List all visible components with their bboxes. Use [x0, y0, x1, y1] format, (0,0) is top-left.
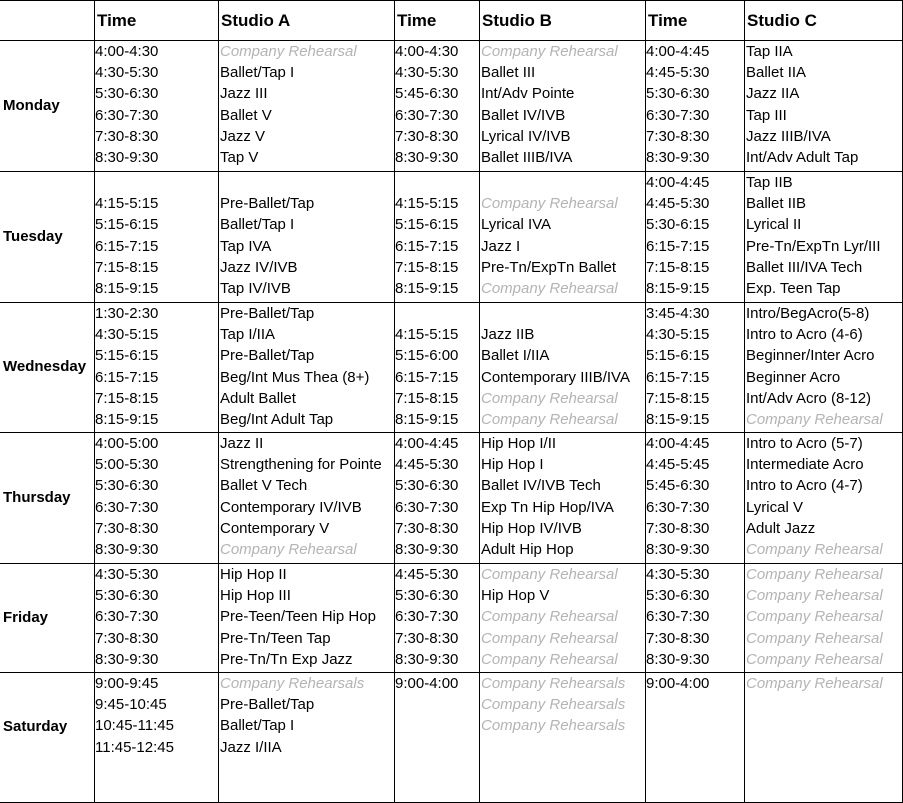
company-rehearsal-label: Company Rehearsal [746, 566, 883, 583]
class-time: 8:30-9:30 [395, 541, 459, 558]
company-rehearsal-label: Company Rehearsal [481, 629, 618, 647]
class-name: Exp. Teen Tap [746, 280, 841, 297]
header-time: Time [397, 11, 437, 30]
company-rehearsal-label: Company Rehearsal [746, 629, 883, 647]
header-studio-c: Studio C [747, 11, 817, 30]
class-name: Ballet V Tech [220, 477, 308, 495]
class-name: Pre-Teen/Teen Hip Hop [220, 608, 376, 626]
company-rehearsal-label: Company Rehearsals [481, 675, 626, 692]
day-label-saturday: Saturday [3, 718, 68, 735]
class-time: 6:15-7:15 [95, 237, 159, 255]
class-name: Lyrical IV/IVB [481, 127, 571, 145]
class-name: Jazz III [220, 85, 268, 103]
class-time: 7:15-8:15 [95, 258, 159, 276]
class-time: 4:15-5:15 [95, 195, 159, 213]
class-time: 6:30-7:30 [646, 608, 710, 626]
class-time: 7:15-8:15 [395, 389, 459, 407]
class-name: Lyrical V [746, 498, 803, 516]
class-name: Pre-Tn/ExpTn Ballet [481, 258, 617, 276]
class-time: 8:15-9:15 [395, 411, 459, 428]
class-time: 8:15-9:15 [95, 280, 159, 297]
class-time: 4:15-5:15 [395, 326, 459, 344]
class-time: 6:15-7:15 [395, 237, 459, 255]
class-name: Intro/BegAcro(5-8) [746, 305, 870, 322]
class-time: 4:00-4:45 [646, 43, 710, 60]
class-name: Int/Adv Pointe [481, 85, 575, 103]
class-name: Jazz IV/IVB [220, 258, 298, 276]
class-name: Tap IIB [746, 174, 793, 191]
class-time: 7:15-8:15 [95, 389, 159, 407]
class-name: Tap IVA [220, 237, 272, 255]
class-time: 6:15-7:15 [395, 368, 459, 386]
class-name: Ballet V [220, 106, 272, 124]
header-studio-b: Studio B [482, 11, 552, 30]
class-time: 6:30-7:30 [646, 106, 710, 124]
class-time: 5:30-6:30 [95, 477, 159, 495]
class-time: 1:30-2:30 [95, 305, 159, 322]
class-time: 6:30-7:30 [95, 608, 159, 626]
class-time: 6:30-7:30 [95, 106, 159, 124]
class-name: Intro to Acro (4-6) [746, 326, 863, 344]
class-name: Tap IV/IVB [220, 280, 291, 297]
class-time: 4:00-4:45 [395, 435, 459, 452]
class-time: 3:45-4:30 [646, 305, 710, 322]
company-rehearsal-label: Company Rehearsal [481, 389, 618, 407]
class-name: Ballet/Tap I [220, 717, 295, 735]
column-divider [744, 0, 745, 803]
class-name: Contemporary V [220, 519, 330, 537]
class-name: Tap V [220, 149, 259, 166]
class-name: Contemporary IIIB/IVA [481, 368, 630, 386]
class-time: 5:15-6:15 [395, 216, 459, 234]
class-time: 4:45-5:30 [395, 566, 459, 583]
company-rehearsal-label: Company Rehearsal [746, 587, 883, 605]
class-time: 5:30-6:30 [395, 477, 459, 495]
company-rehearsal-label: Company Rehearsals [481, 696, 626, 714]
class-name: Jazz V [220, 127, 266, 145]
class-time: 8:30-9:30 [95, 149, 159, 166]
class-time: 8:15-9:15 [395, 280, 459, 297]
class-name: Pre-Tn/Teen Tap [220, 629, 331, 647]
class-name: Ballet III [481, 64, 536, 82]
company-rehearsal-label: Company Rehearsal [746, 650, 883, 668]
class-name: Ballet IIA [746, 64, 807, 82]
header-time: Time [97, 11, 137, 30]
class-name: Adult Hip Hop [481, 541, 574, 558]
class-time: 7:15-8:15 [395, 258, 459, 276]
class-name: Pre-Tn/ExpTn Lyr/III [746, 237, 881, 255]
class-time: 8:30-9:30 [646, 650, 710, 668]
class-time: 5:30-6:30 [646, 587, 710, 605]
class-time: 4:00-4:45 [646, 435, 710, 452]
class-name: Intermediate Acro [746, 456, 864, 474]
class-time: 4:45-5:30 [646, 64, 710, 82]
class-name: Ballet III/IVA Tech [746, 258, 863, 276]
class-time: 8:15-9:15 [646, 411, 710, 428]
day-label-friday: Friday [3, 608, 49, 626]
class-time: 6:15-7:15 [646, 237, 710, 255]
class-time: 7:15-8:15 [646, 258, 710, 276]
class-time: 4:45-5:30 [646, 195, 710, 213]
class-name: Pre-Ballet/Tap [220, 195, 315, 213]
class-time: 5:15-6:15 [646, 347, 710, 365]
class-name: Intro to Acro (5-7) [746, 435, 863, 452]
class-time: 4:15-5:15 [395, 195, 459, 213]
class-name: Strengthening for Pointe [220, 456, 382, 474]
class-time: 6:30-7:30 [395, 106, 459, 124]
class-time: 8:30-9:30 [95, 650, 159, 668]
class-name: Ballet IV/IVB [481, 106, 566, 124]
class-name: Hip Hop V [481, 587, 550, 605]
company-rehearsal-label: Company Rehearsals [481, 717, 626, 735]
class-time: 8:30-9:30 [395, 650, 459, 668]
class-name: Hip Hop I/II [481, 435, 557, 452]
class-time: 7:30-8:30 [646, 127, 710, 145]
class-name: Intro to Acro (4-7) [746, 477, 863, 495]
company-rehearsal-label: Company Rehearsal [746, 541, 883, 558]
header-studio-a: Studio A [221, 11, 291, 30]
class-name: Jazz I/IIA [220, 738, 282, 756]
company-rehearsal-label: Company Rehearsal [481, 411, 618, 428]
class-name: Beg/Int Adult Tap [220, 411, 334, 428]
company-rehearsal-label: Company Rehearsal [481, 280, 618, 297]
class-name: Pre-Ballet/Tap [220, 696, 315, 714]
class-time: 8:30-9:30 [646, 541, 710, 558]
class-name: Ballet IIIB/IVA [481, 149, 573, 166]
class-name: Jazz II [220, 435, 264, 452]
class-time: 6:30-7:30 [646, 498, 710, 516]
class-time: 6:15-7:15 [95, 368, 159, 386]
company-rehearsal-label: Company Rehearsal [220, 43, 357, 60]
class-time: 7:30-8:30 [95, 519, 159, 537]
class-time: 5:45-6:30 [395, 85, 459, 103]
class-name: Hip Hop IV/IVB [481, 519, 582, 537]
class-time: 7:30-8:30 [95, 629, 159, 647]
class-time: 5:30-6:30 [95, 85, 159, 103]
class-time: 6:30-7:30 [395, 498, 459, 516]
class-name: Jazz IIB [481, 326, 535, 344]
class-name: Jazz IIIB/IVA [746, 127, 831, 145]
company-rehearsal-label: Company Rehearsal [746, 608, 883, 626]
class-name: Ballet I/IIA [481, 347, 550, 365]
company-rehearsal-label: Company Rehearsal [481, 43, 618, 60]
class-name: Hip Hop II [220, 566, 287, 583]
class-time: 7:30-8:30 [646, 629, 710, 647]
class-time: 8:30-9:30 [646, 149, 710, 166]
class-time: 7:15-8:15 [646, 389, 710, 407]
class-name: Jazz I [481, 237, 521, 255]
class-time: 9:00-4:00 [395, 675, 459, 692]
class-time: 8:15-9:15 [646, 280, 710, 297]
class-time: 8:30-9:30 [95, 541, 159, 558]
class-time: 9:00-4:00 [646, 675, 710, 692]
class-name: Pre-Ballet/Tap [220, 305, 315, 322]
class-name: Lyrical II [746, 216, 802, 234]
class-time: 6:30-7:30 [95, 498, 159, 516]
class-time: 4:30-5:30 [646, 566, 710, 583]
class-time: 11:45-12:45 [95, 738, 174, 756]
class-time: 4:30-5:30 [395, 64, 459, 82]
class-name: Beginner Acro [746, 368, 841, 386]
class-time: 4:00-4:45 [646, 174, 710, 191]
class-time: 5:15-6:15 [95, 216, 159, 234]
class-time: 8:15-9:15 [95, 411, 159, 428]
class-time: 9:45-10:45 [95, 696, 167, 714]
company-rehearsal-label: Company Rehearsal [481, 608, 618, 626]
class-time: 4:30-5:15 [646, 326, 710, 344]
company-rehearsal-label: Company Rehearsal [481, 650, 618, 668]
class-name: Lyrical IVA [481, 216, 552, 234]
class-name: Ballet IIB [746, 195, 807, 213]
class-name: Ballet IV/IVB Tech [481, 477, 601, 495]
class-time: 4:45-5:45 [646, 456, 710, 474]
class-time: 6:30-7:30 [395, 608, 459, 626]
day-label-monday: Monday [3, 96, 60, 114]
class-name: Pre-Ballet/Tap [220, 347, 315, 365]
class-name: Exp Tn Hip Hop/IVA [481, 498, 614, 516]
class-time: 5:30-6:15 [646, 216, 710, 234]
class-time: 5:30-6:30 [95, 587, 159, 605]
class-time: 4:30-5:30 [95, 64, 159, 82]
class-time: 7:30-8:30 [395, 629, 459, 647]
company-rehearsal-label: Company Rehearsal [481, 566, 618, 583]
class-time: 4:00-5:00 [95, 435, 159, 452]
class-name: Hip Hop III [220, 587, 291, 605]
class-time: 4:30-5:30 [95, 566, 159, 583]
class-name: Int/Adv Acro (8-12) [746, 389, 872, 407]
class-time: 5:15-6:15 [95, 347, 159, 365]
class-time: 7:30-8:30 [646, 519, 710, 537]
class-time: 7:30-8:30 [395, 127, 459, 145]
class-time: 4:00-4:30 [95, 43, 159, 60]
company-rehearsal-label: Company Rehearsal [746, 675, 883, 692]
class-name: Beg/Int Mus Thea (8+) [220, 368, 370, 386]
class-name: Adult Jazz [746, 519, 816, 537]
class-name: Hip Hop I [481, 456, 544, 474]
class-name: Beginner/Inter Acro [746, 347, 875, 365]
column-divider [218, 0, 219, 803]
class-name: Pre-Tn/Tn Exp Jazz [220, 650, 353, 668]
class-time: 5:00-5:30 [95, 456, 159, 474]
company-rehearsal-label: Company Rehearsals [220, 675, 365, 692]
class-time: 10:45-11:45 [95, 717, 174, 735]
class-time: 7:30-8:30 [95, 127, 159, 145]
column-divider [479, 0, 480, 803]
class-time: 5:15-6:00 [395, 347, 459, 365]
company-rehearsal-label: Company Rehearsal [481, 195, 618, 213]
class-name: Jazz IIA [746, 85, 800, 103]
day-label-tuesday: Tuesday [3, 227, 63, 245]
class-name: Tap IIA [746, 43, 793, 60]
class-time: 7:30-8:30 [395, 519, 459, 537]
class-time: 5:45-6:30 [646, 477, 710, 495]
company-rehearsal-label: Company Rehearsal [220, 541, 357, 558]
class-time: 5:30-6:30 [646, 85, 710, 103]
class-time: 6:15-7:15 [646, 368, 710, 386]
class-time: 4:00-4:30 [395, 43, 459, 60]
class-name: Tap I/IIA [220, 326, 276, 344]
class-name: Contemporary IV/IVB [220, 498, 362, 516]
class-time: 5:30-6:30 [395, 587, 459, 605]
class-time: 8:30-9:30 [395, 149, 459, 166]
class-name: Adult Ballet [220, 389, 296, 407]
class-name: Int/Adv Adult Tap [746, 149, 859, 166]
header-time: Time [648, 11, 688, 30]
class-name: Ballet/Tap I [220, 216, 295, 234]
class-time: 4:30-5:15 [95, 326, 159, 344]
class-name: Tap III [746, 106, 787, 124]
class-name: Ballet/Tap I [220, 64, 295, 82]
day-label-thursday: Thursday [3, 488, 71, 506]
company-rehearsal-label: Company Rehearsal [746, 411, 883, 428]
day-label-wednesday: Wednesday [3, 358, 87, 375]
class-time: 9:00-9:45 [95, 675, 159, 692]
row-divider [0, 0, 903, 1]
class-time: 4:45-5:30 [395, 456, 459, 474]
